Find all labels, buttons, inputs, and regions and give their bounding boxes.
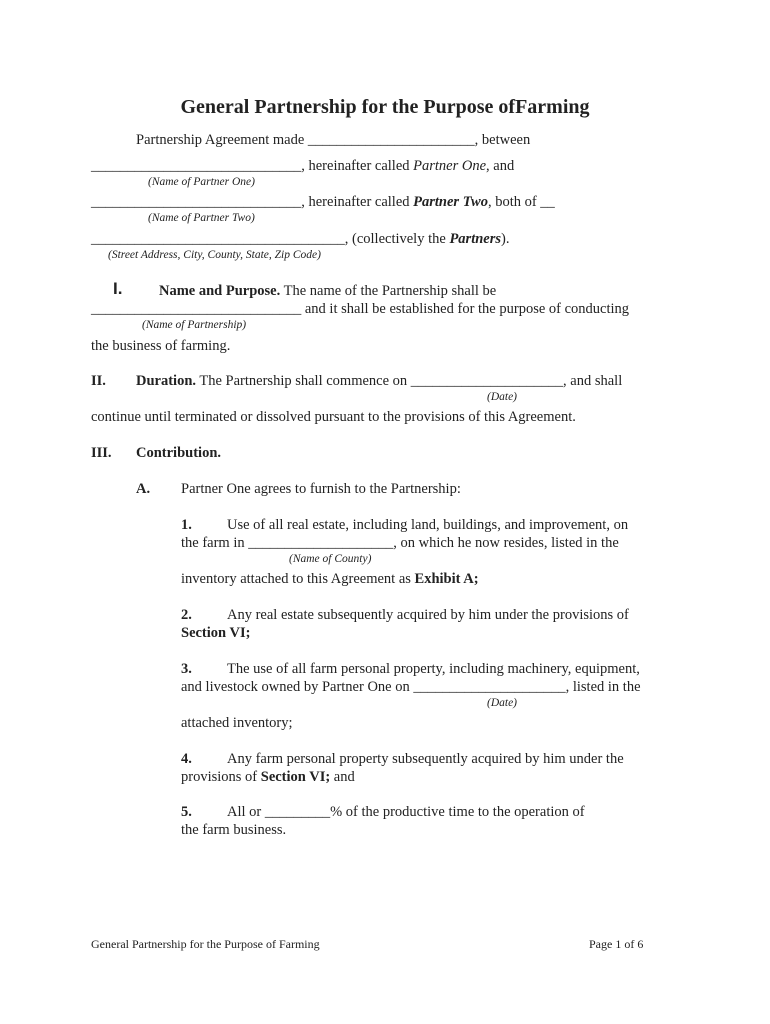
item-3-line-3: attached inventory; (181, 715, 293, 731)
partner-two-term: Partner Two (413, 194, 488, 210)
section-1-heading: Name and Purpose. (159, 283, 281, 299)
section-3-number: III. (91, 445, 112, 461)
footer-title: General Partnership for the Purpose of Farming (91, 937, 320, 951)
section-vi-reference: Section VI; (260, 769, 331, 785)
item-3-line-2: and livestock owned by Partner One on _____________________, listed in the (181, 679, 641, 695)
intro-line-4: ___________________________________, (collectively the Partners). (91, 231, 510, 247)
section-1-line-2: _____________________________ and it shall be established for the purpose of conducting (91, 301, 630, 317)
section-1-line-3: the business of farming. (91, 338, 231, 354)
section-1-line-1: Name and Purpose. The name of the Partnership shall be (159, 283, 497, 299)
section-2-number: II. (91, 373, 106, 389)
item-1-line-2: the farm in ____________________, on which he now resides, listed in the (181, 535, 619, 551)
caption-partner-one: (Name of Partner One) (148, 176, 255, 188)
caption-partner-two: (Name of Partner Two) (148, 212, 255, 224)
item-3-line-1: The use of all farm personal property, including machinery, equipment, (227, 661, 640, 677)
document-title: General Partnership for the Purpose ofFarming (180, 96, 590, 118)
exhibit-a-reference: Exhibit A; (414, 571, 479, 587)
subsection-a-text: Partner One agrees to furnish to the Partnership: (181, 481, 461, 497)
item-1-line-1: Use of all real estate, including land, buildings, and improvement, on (227, 517, 629, 533)
item-5-line-1: All or _________% of the productive time to the operation of (227, 804, 585, 820)
item-3-number: 3. (181, 661, 192, 677)
section-2-line-2: continue until terminated or dissolved pursuant to the provisions of this Agreement. (91, 409, 576, 425)
item-2-number: 2. (181, 607, 192, 623)
intro-line-1: Partnership Agreement made _______________________, between (136, 132, 531, 148)
caption-address: (Street Address, City, County, State, Zip Code) (108, 249, 321, 261)
section-2-line-1: Duration. The Partnership shall commence on _____________________, and shall (136, 373, 623, 389)
item-5-number: 5. (181, 804, 192, 820)
caption-commence-date: (Date) (487, 391, 518, 403)
caption-county: (Name of County) (289, 553, 372, 565)
item-2-line-2: Section VI; (181, 625, 251, 641)
intro-line-3: _____________________________, hereinafter called Partner Two, both of __ (91, 194, 555, 210)
caption-partnership-name: (Name of Partnership) (142, 319, 247, 331)
section-1-number: I. (113, 279, 123, 298)
intro-line-2: _____________________________, hereinafter called Partner One, and (91, 158, 515, 174)
item-1-line-3: inventory attached to this Agreement as Exhibit A; (181, 571, 479, 587)
item-4-line-2: provisions of Section VI; and (181, 769, 355, 785)
item-5-line-2: the farm business. (181, 822, 287, 838)
section-2-heading: Duration. (136, 373, 197, 389)
partner-one-term: Partner One (413, 158, 487, 174)
item-4-line-1: Any farm personal property subsequently acquired by him under the (227, 751, 624, 767)
page-number: Page 1 of 6 (589, 937, 644, 951)
item-2-line-1: Any real estate subsequently acquired by him under the provisions of (227, 607, 629, 623)
item-4-number: 4. (181, 751, 192, 767)
item-1-number: 1. (181, 517, 192, 533)
subsection-a-number: A. (136, 481, 151, 497)
caption-property-date: (Date) (487, 697, 518, 709)
partners-term: Partners (449, 231, 502, 247)
section-3-heading: Contribution. (136, 445, 222, 461)
